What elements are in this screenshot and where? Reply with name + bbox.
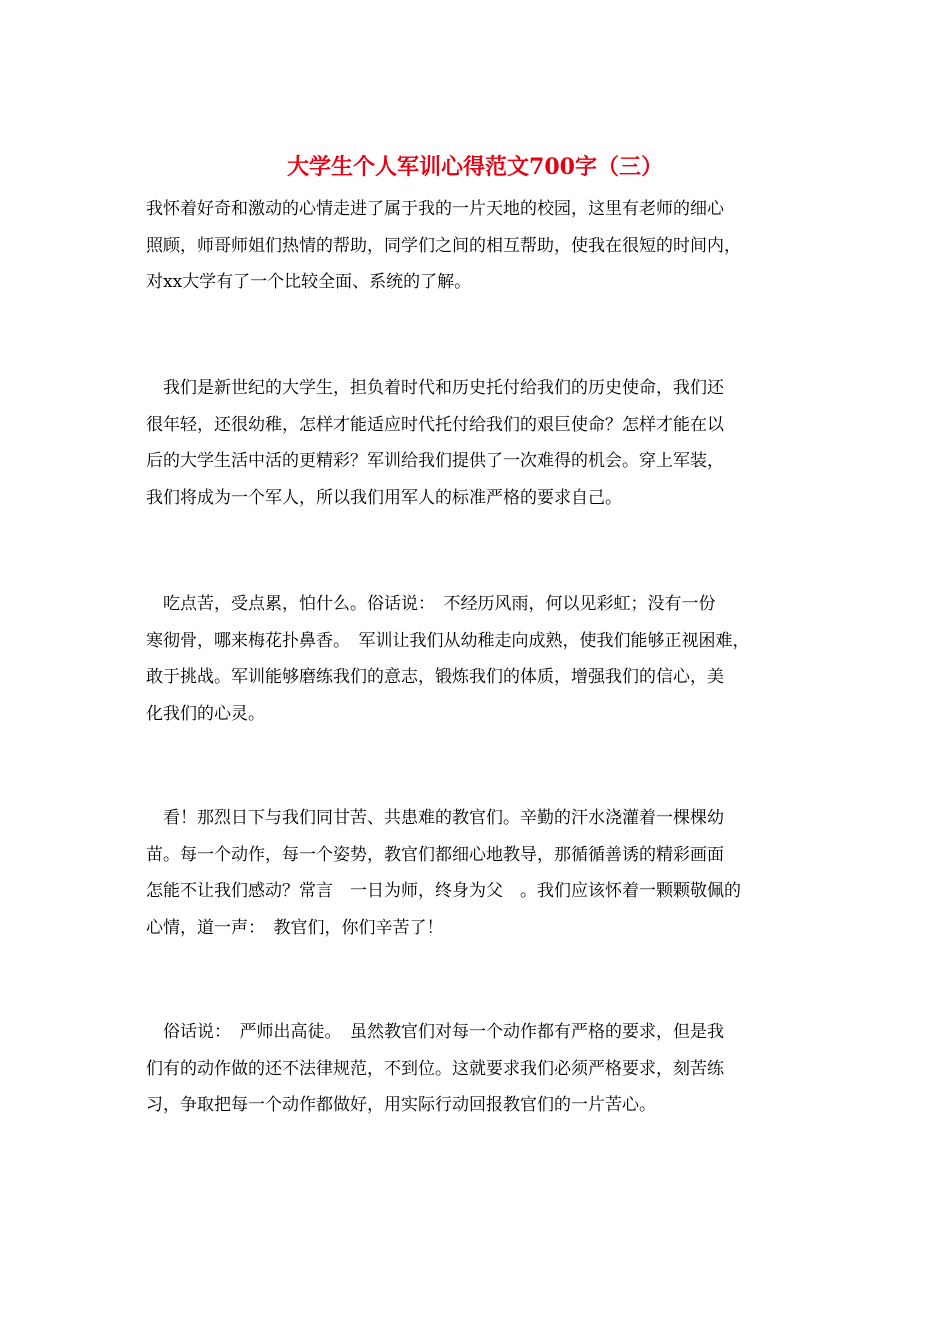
paragraph-line: 照顾，师哥师姐们热情的帮助，同学们之间的相互帮助，使我在很短的时间内，	[146, 235, 741, 256]
paragraph-line: 吃点苦，受点累，怕什么。俗话说： 不经历风雨，何以见彩虹；没有一份	[146, 594, 716, 614]
paragraph-line: 寒彻骨，哪来梅花扑鼻香。 军训让我们从幼稚走向成熟，使我们能够正视困难，	[146, 630, 750, 651]
paragraph-line: 敢于挑战。军训能够磨练我们的意志，锻炼我们的体质，增强我们的信心，美	[146, 667, 724, 687]
paragraph-4	[146, 800, 816, 946]
paragraph-3	[146, 586, 816, 732]
paragraph-2	[146, 370, 816, 516]
paragraph-line: 我们是新世纪的大学生，担负着时代和历史托付给我们的历史使命，我们还	[146, 378, 724, 398]
paragraph-line: 们有的动作做的还不法律规范，不到位。这就要求我们必须严格要求，刻苦练	[146, 1058, 724, 1079]
paragraph-line: 后的大学生活中活的更精彩？军训给我们提供了一次难得的机会。穿上军装，	[146, 451, 724, 471]
paragraph-line: 俗话说： 严师出高徒。 虽然教官们对每一个动作都有严格的要求，但是我	[146, 1022, 724, 1042]
paragraph-line: 习，争取把每一个动作都做好，用实际行动回报教官们的一片苦心。	[146, 1095, 656, 1115]
paragraph-line: 化我们的心灵。	[146, 703, 265, 724]
paragraph-1	[146, 191, 816, 301]
paragraph-line: 心情，道一声： 教官们，你们辛苦了！	[146, 917, 444, 938]
paragraph-line: 我们将成为一个军人，所以我们用军人的标准严格的要求自己。	[146, 487, 622, 508]
paragraph-line: 看！那烈日下与我们同甘苦、共患难的教官们。辛勤的汗水浇灌着一棵棵幼	[146, 808, 724, 828]
paragraph-line: 对xx大学有了一个比较全面、系统的了解。	[146, 272, 472, 292]
paragraph-line: 很年轻，还很幼稚，怎样才能适应时代托付给我们的艰巨使命？怎样才能在以	[146, 414, 724, 435]
document-title: 大学生个人军训心得范文700字（三）	[287, 154, 663, 180]
paragraph-line: 我怀着好奇和激动的心情走进了属于我的一片天地的校园，这里有老师的细心	[146, 199, 724, 219]
paragraph-line: 怎能不让我们感动？常言 一日为师，终身为父 。我们应该怀着一颗颗敬佩的	[146, 881, 741, 901]
paragraph-5	[146, 1014, 816, 1124]
paragraph-line: 苗。每一个动作，每一个姿势，教官们都细心地教导，那循循善诱的精彩画面	[146, 844, 724, 865]
